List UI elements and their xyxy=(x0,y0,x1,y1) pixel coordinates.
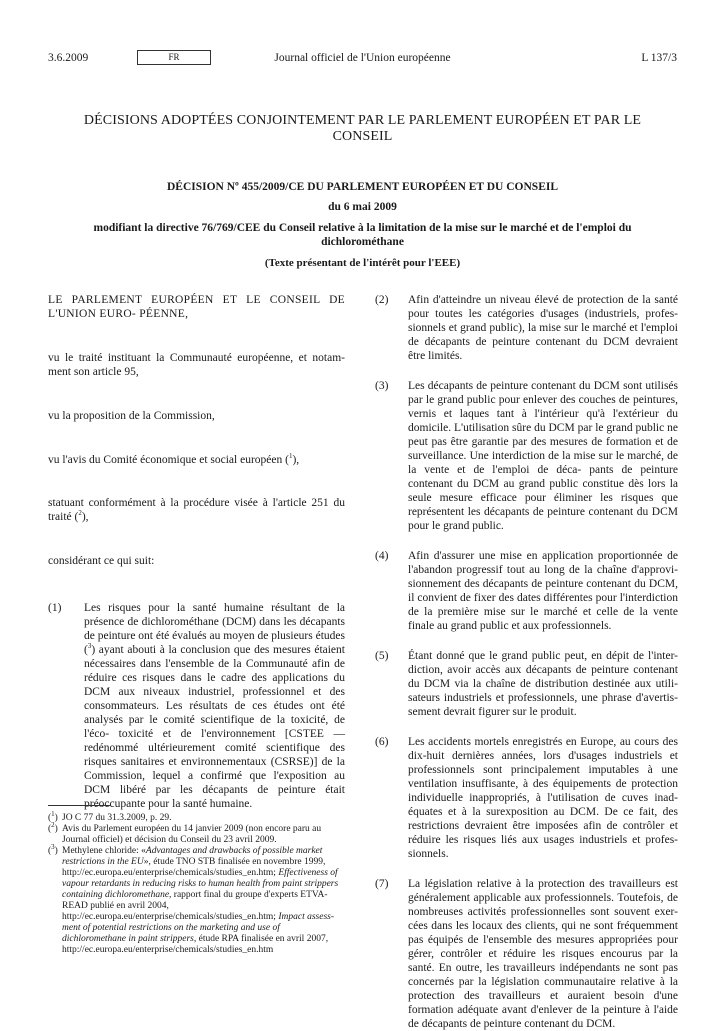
footnote-separator xyxy=(48,805,110,806)
recital-number: (2) xyxy=(375,294,389,306)
citation-procedure: statuant conformément à la procédure visée à l'article 251 du traité ($^2$), xyxy=(48,497,345,523)
recital-text: La législation relative à la protection des travailleurs est généralement applicable aux professionnels. Toutefois, de nombreuses activités professionnelles sont souvent exer- cées dans les locaux des clients, qui ne sont fréquemment pas équipés de l'ensemble des mesures appropriées pour gérer, contrôler et réduire les risques encourus par la santé. En outre, les travailleurs indépendants ne sont pas concernés par la législation communautaire relative à la protection des travailleurs et auraient besoin d'une formation adéquate avant d'enlever de la peinture à l'aide de décapants de peinture contenant du DCM. xyxy=(408,878,678,1030)
footnote-ref[interactable]: 1 xyxy=(288,452,293,461)
citation-treaty: vu le traité instituant la Communauté européenne, et notam- ment son article 95, xyxy=(48,352,345,378)
recital-1 xyxy=(48,601,345,811)
recital-text: Afin d'assurer une mise en application proportionnée de l'abandon progressif tout au long de la chaîne d'approvi- sionnement des décapants de peinture contenant du DCM, il convient de fixer des dates différentes pour l'interdiction de la première mise sur le marché et celle de la vente finale au grand public et aux professionnels. xyxy=(408,550,678,632)
recital-text: Étant donné que le grand public peut, en dépit de l'inter- diction, avoir accès aux décapants de peinture contenant du DCM via la chaîne de distribution destinée aux utili- sateurs industriels et professionnels, une phrase d'avertis- sement devrait figurer sur le produit. xyxy=(408,650,678,718)
recital-4 xyxy=(375,549,678,633)
page-number: L 137/3 xyxy=(641,52,677,64)
recital-number: (1) xyxy=(48,602,62,614)
footnote-3: ($^3$) Methylene chloride: «Advantages and drawbacks of possible market restrictions in the EU», étude TNO STB finalisée en novembre 1999, http://ec.europa.eu/enterprise/chemicals/studies_en.htm; Effectiveness of vapour retardants in reducing risks to human health from paint strippers containing dichloromethane, rapport final du groupe d'experts ETVA- READ publié en avril 2004, http://ec.europa.eu/enterprise/chemicals/studies_en.htm; Impact assess- ment of potential restrictions on the marketing and use of dichloromethane in paint strippers, étude RPA finalisée en avril 2007, http://ec.europa.eu/enterprise/chemicals/studies_en.htm xyxy=(48,842,339,955)
citation-commission: vu la proposition de la Commission, xyxy=(48,410,215,422)
decision-subject: modifiant la directive 76/769/CEE du Conseil relative à la limitation de la mise sur le marché et de l'emploi du dichlorométhane xyxy=(93,222,632,248)
footnote-ref[interactable]: 3 xyxy=(87,642,92,651)
footnote-2: ($^2$) Avis du Parlement européen du 14 janvier 2009 (non encore paru au Journal officiel) et décision du Conseil du 23 avril 2009. xyxy=(48,820,322,845)
decision-date: du 6 mai 2009 xyxy=(328,201,397,213)
recital-number: (3) xyxy=(375,380,389,392)
footnotes xyxy=(48,809,345,956)
recital-number: (6) xyxy=(375,736,389,748)
eee-relevance-note: (Texte présentant de l'intérêt pour l'EEE) xyxy=(264,257,461,269)
preamble-intro: LE PARLEMENT EUROPÉEN ET LE CONSEIL DE L'UNION EURO- PÉENNE, xyxy=(48,294,345,320)
journal-title: Journal officiel de l'Union européenne xyxy=(274,52,451,64)
decision-title: DÉCISION Nº 455/2009/CE DU PARLEMENT EUROPÉEN ET DU CONSEIL xyxy=(166,181,559,193)
recital-5 xyxy=(375,649,678,719)
recital-number: (7) xyxy=(375,878,389,890)
right-column xyxy=(375,293,678,1031)
recital-text: Les risques pour la santé humaine résultant de la présence de dichlorométhane (DCM) dans les décapants de peinture ont été évalués au moyen de plusieurs études ($^3$) ayant abouti à la conclusion que des mesures étaient nécessaires dans l'ensemble de la Communauté afin de réduire ces risques dans le cadre des applications du DCM aux niveaux industriel, professionnel et des consommateurs. Les résultats de ces études ont été analysés par le comité scientifique de la toxicité, de l'éco- toxicité et de l'environnement [CSTEE — redénommé ultérieurement comité scientifique des risques sanitaires et environnementaux (CSRSE)] de la Commission, lequel a confirmé que l'exposition au DCM libéré par les décapants de peinture était préoccupante pour la santé humaine. xyxy=(84,602,345,810)
language-box: FR xyxy=(137,50,211,65)
whereas-intro: considérant ce qui suit: xyxy=(48,555,155,567)
recital-number: (4) xyxy=(375,550,389,562)
page-header xyxy=(48,50,677,70)
recital-7 xyxy=(375,877,678,1031)
left-column xyxy=(48,293,345,811)
recital-text: Afin d'atteindre un niveau élevé de protection de la santé pour toutes les catégories d'usages (industriels, profes- sionnels et grand public), la mise sur le marché et l'emploi de décapants de peinture contenant du DCM devraient être limités. xyxy=(408,294,678,362)
citation-esc: vu l'avis du Comité économique et social européen ($^1$), xyxy=(48,452,300,466)
footnote-ref[interactable]: 2 xyxy=(78,509,82,518)
recital-text: Les décapants de peinture contenant du DCM sont utilisés par le grand public pour enlever des couches de peintures, vernis et laques tant à l'intérieur qu'à l'extérieur du domicile. L'utilisation sûre du DCM par le grand public ne peut pas être garantie par des mesures de formation et de surveillance. Une interdiction de la mise sur le marché, de la vente et de l'emploi de déca- pants de peinture contenant du DCM au grand public constitue dès lors la seule mesure efficace pour éliminer les risques que représentent les décapants de peinture contenant du DCM pour le grand public. xyxy=(408,380,678,532)
recital-6 xyxy=(375,735,678,861)
recital-number: (5) xyxy=(375,650,389,662)
footnote-1: ($^1$) JO C 77 du 31.3.2009, p. 29. xyxy=(48,809,172,823)
publication-date: 3.6.2009 xyxy=(48,52,89,64)
recital-2 xyxy=(375,293,678,363)
recital-3 xyxy=(375,379,678,533)
recital-text: Les accidents mortels enregistrés en Europe, au cours des dix-huit dernières années, lors d'usages industriels et professionnels sont principalement imputables à une ventilation insuffisante, à des équipements de protection individuelle inappropriés, à l'utilisation de cuves inad- équates et à la surexposition au DCM. De ce fait, des restrictions devraient être imposées afin de contrôler et réduire les risques liés aux usages industriels et profes- sionnels. xyxy=(408,736,678,860)
section-title: DÉCISIONS ADOPTÉES CONJOINTEMENT PAR LE PARLEMENT EUROPÉEN ET PAR LE CONSEIL xyxy=(83,113,642,144)
